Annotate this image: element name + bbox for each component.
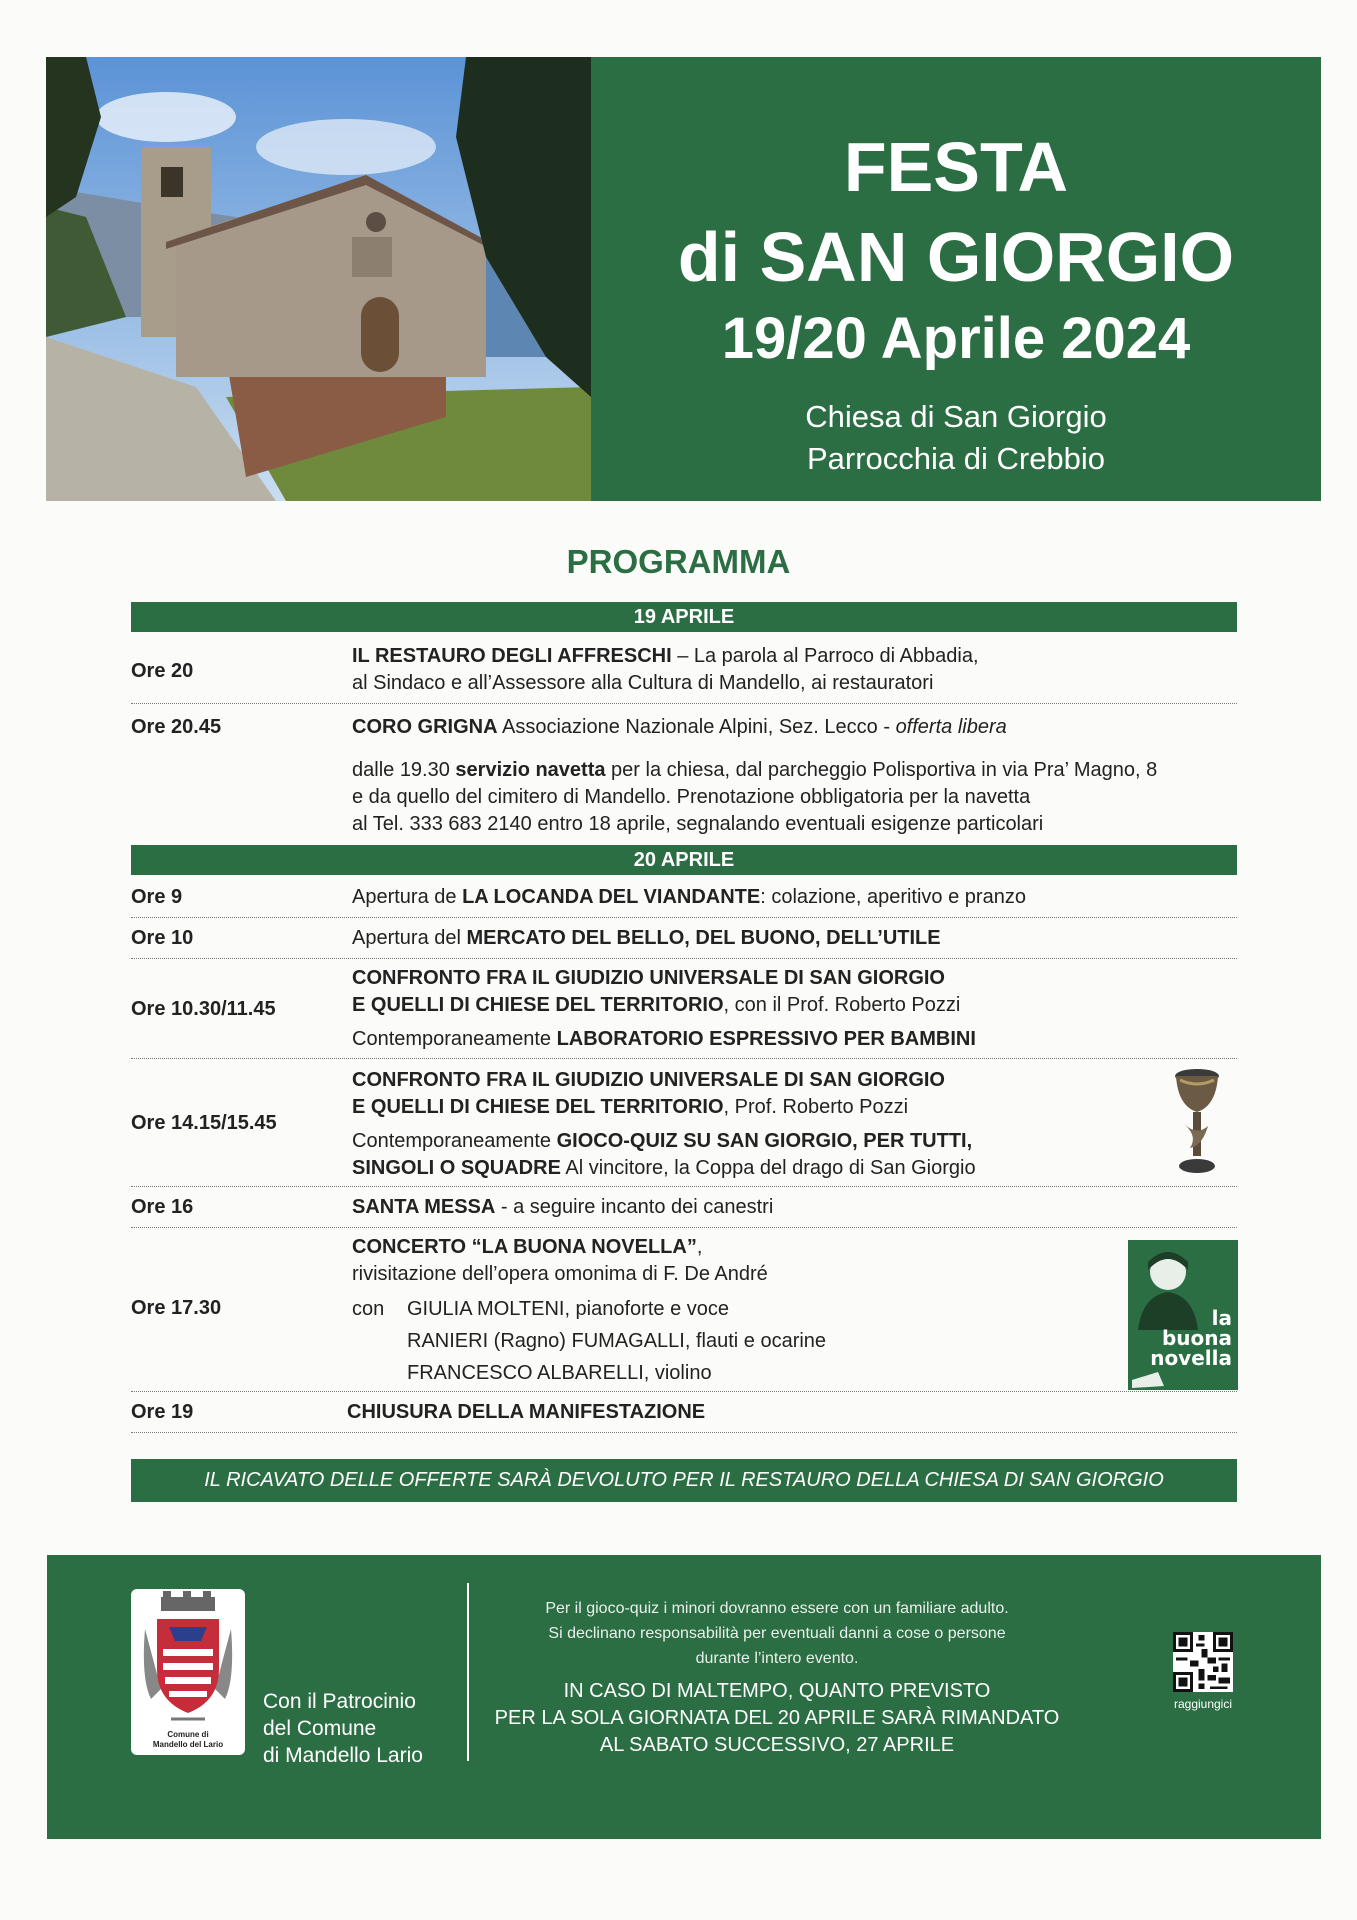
- patronage-text: Con il Patrocinio del Comune di Mandello Lario: [263, 1690, 423, 1767]
- dragon-cup-image: [1172, 1066, 1222, 1178]
- divider: [131, 1432, 1237, 1433]
- title-panel: [591, 57, 1321, 501]
- event-confronto-afternoon: CONFRONTO FRA IL GIUDIZIO UNIVERSALE DI SAN GIORGIO E QUELLI DI CHIESE DEL TERRITORIO, Prof. Roberto Pozzi Contemporaneamente GIOCO-QUIZ SU SAN GIORGIO, PER TUTTI, SINGOLI O SQUADRE Al vincitore, la Coppa del drago di San Giorgio: [352, 1069, 976, 1179]
- church-photo: [46, 57, 591, 501]
- municipality-crest: [131, 1589, 245, 1755]
- time-label: Ore 14.15/15.45: [131, 1112, 277, 1134]
- divider: [131, 1227, 1237, 1228]
- time-label: Ore 16: [131, 1196, 194, 1218]
- crest-caption-line2: Mandello del Lario: [152, 1740, 224, 1749]
- performers-prefix: con: [352, 1298, 385, 1320]
- footer-panel: [47, 1555, 1321, 1839]
- programma-heading: PROGRAMMA: [566, 543, 791, 580]
- event-confronto-morning: CONFRONTO FRA IL GIUDIZIO UNIVERSALE DI SAN GIORGIO E QUELLI DI CHIESE DEL TERRITORIO, con il Prof. Roberto Pozzi Contemporaneamente LABORATORIO ESPRESSIVO PER BAMBINI: [352, 967, 976, 1050]
- badge-text-novella: novella: [1150, 1346, 1232, 1370]
- donation-note-bar: IL RICAVATO DELLE OFFERTE SARÀ DEVOLUTO PER IL RESTAURO DELLA CHIESA DI SAN GIORGIO: [131, 1459, 1237, 1502]
- divider: [131, 917, 1237, 918]
- time-label: Ore 19: [131, 1401, 194, 1423]
- event-dates: 19/20 Aprile 2024: [721, 306, 1191, 371]
- qr-label: raggiungici: [1173, 1697, 1233, 1711]
- day-bar-19-april: 19 APRILE: [131, 602, 1237, 632]
- event-locanda: Apertura de LA LOCANDA DEL VIANDANTE: colazione, aperitivo e pranzo: [352, 886, 1026, 908]
- event-santa-messa: SANTA MESSA - a seguire incanto dei canestri: [352, 1196, 774, 1218]
- bad-weather-notice: IN CASO DI MALTEMPO, QUANTO PREVISTO PER LA SOLA GIORNATA DEL 20 APRILE SARÀ RIMANDATO AL SABATO SUCCESSIVO, 27 APRILE: [494, 1680, 1060, 1756]
- crest-caption-line1: Comune di: [167, 1730, 209, 1739]
- divider: [131, 1391, 1237, 1392]
- performer-list: GIULIA MOLTENI, pianoforte e voce RANIERI (Ragno) FUMAGALLI, flauti e ocarine FRANCESCO ALBARELLI, violino: [407, 1298, 827, 1384]
- badge-text-buona: buona: [1161, 1326, 1232, 1350]
- time-label: Ore 10.30/11.45: [131, 998, 276, 1020]
- shuttle-info: dalle 19.30 servizio navetta per la chiesa, dal parcheggio Polisportiva in via Pra’ Magno, 8 e da quello del cimitero di Mandello. Prenotazione obbligatoria per la navetta al Tel. 333 683 2140 entro 18 aprile, segnalando eventuali esigenze particolari: [352, 759, 1158, 835]
- location-parish: Parrocchia di Crebbio: [806, 441, 1106, 476]
- divider: [131, 1186, 1237, 1187]
- time-label: Ore 20: [131, 660, 194, 682]
- badge-text-la: la: [1211, 1306, 1232, 1330]
- time-label: Ore 10: [131, 927, 194, 949]
- time-label: Ore 17.30: [131, 1297, 222, 1319]
- quiz-responsibility-notes: Per il gioco-quiz i minori dovranno essere con un familiare adulto. Si declinano responsabilità per eventuali danni a cose o persone durante l’intero evento.: [545, 1600, 1009, 1667]
- qr-code[interactable]: [1173, 1632, 1233, 1692]
- event-concerto: CONCERTO “LA BUONA NOVELLA”, rivisitazione dell’opera omonima di F. De André: [352, 1236, 768, 1285]
- divider: [131, 958, 1237, 959]
- event-restauro: IL RESTAURO DEGLI AFFRESCHI – La parola al Parroco di Abbadia, al Sindaco e all’Assessore alla Cultura di Mandello, ai restauratori: [352, 645, 979, 694]
- time-label: Ore 20.45: [131, 716, 222, 738]
- footer-divider: [467, 1583, 469, 1761]
- event-title-line1: FESTA: [843, 128, 1069, 206]
- time-label: Ore 9: [131, 886, 183, 908]
- divider: [131, 1058, 1237, 1059]
- location-church: Chiesa di San Giorgio: [805, 399, 1107, 434]
- buona-novella-album-image: [1128, 1240, 1238, 1390]
- event-mercato: Apertura del MERCATO DEL BELLO, DEL BUONO, DELL’UTILE: [352, 927, 941, 949]
- event-chiusura: CHIUSURA DELLA MANIFESTAZIONE: [347, 1401, 706, 1423]
- divider: [131, 703, 1237, 704]
- day-bar-20-april: 20 APRILE: [131, 845, 1237, 875]
- event-coro: CORO GRIGNA Associazione Nazionale Alpini, Sez. Lecco - offerta libera: [352, 716, 1007, 738]
- event-title-line2: di SAN GIORGIO: [677, 218, 1235, 296]
